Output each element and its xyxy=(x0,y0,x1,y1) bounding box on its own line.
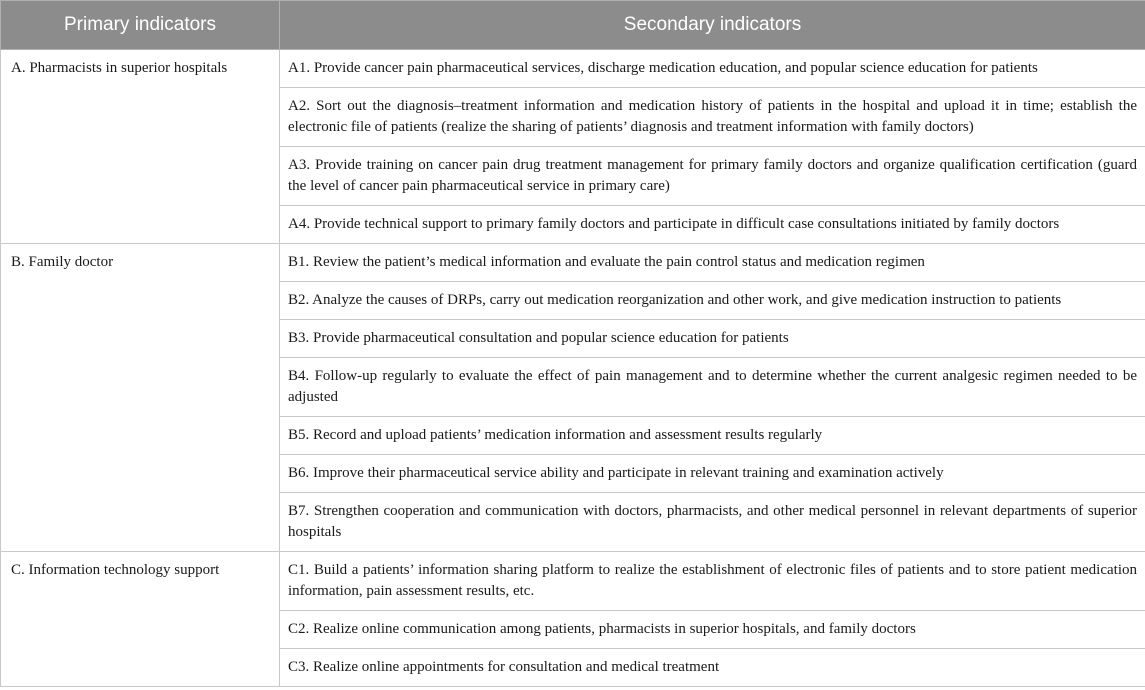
secondary-indicator-c3: C3. Realize online appointments for consultation and medical treatment xyxy=(280,649,1145,687)
table-row xyxy=(1,244,1145,282)
secondary-indicator-c2: C2. Realize online communication among patients, pharmacists in superior hospitals, and family doctors xyxy=(280,611,1145,649)
secondary-indicator-b7: B7. Strengthen cooperation and communication with doctors, pharmacists, and other medical personnel in relevant departments of superior hospitals xyxy=(280,493,1145,552)
secondary-indicator-c1: C1. Build a patients’ information sharing platform to realize the establishment of electronic files of patients and to store patient medication information, pain assessment results, etc. xyxy=(280,552,1145,611)
primary-indicator-a: A. Pharmacists in superior hospitals xyxy=(1,50,280,244)
table-row xyxy=(1,552,1145,611)
secondary-indicator-b2: B2. Analyze the causes of DRPs, carry out medication reorganization and other work, and give medication instruction to patients xyxy=(280,282,1145,320)
secondary-indicator-a4: A4. Provide technical support to primary family doctors and participate in difficult case consultations initiated by family doctors xyxy=(280,206,1145,244)
header-row xyxy=(1,1,1145,50)
primary-indicator-b: B. Family doctor xyxy=(1,244,280,552)
secondary-indicator-b1: B1. Review the patient’s medical information and evaluate the pain control status and medication regimen xyxy=(280,244,1145,282)
header-secondary: Secondary indicators xyxy=(280,1,1145,50)
secondary-indicator-b6: B6. Improve their pharmaceutical service ability and participate in relevant training and examination actively xyxy=(280,455,1145,493)
header-primary: Primary indicators xyxy=(1,1,280,50)
secondary-indicator-a3: A3. Provide training on cancer pain drug treatment management for primary family doctors and organize qualification certification (guard the level of cancer pain pharmaceutical service in primary care) xyxy=(280,147,1145,206)
primary-indicator-c: C. Information technology support xyxy=(1,552,280,687)
secondary-indicator-b4: B4. Follow-up regularly to evaluate the effect of pain management and to determine whether the current analgesic regimen needed to be adjusted xyxy=(280,358,1145,417)
secondary-indicator-b5: B5. Record and upload patients’ medication information and assessment results regularly xyxy=(280,417,1145,455)
table-row xyxy=(1,50,1145,88)
secondary-indicator-a2: A2. Sort out the diagnosis–treatment information and medication history of patients in the hospital and upload it in time; establish the electronic file of patients (realize the sharing of patients’ diagnosis and treatment information with family doctors) xyxy=(280,88,1145,147)
secondary-indicator-b3: B3. Provide pharmaceutical consultation and popular science education for patients xyxy=(280,320,1145,358)
secondary-indicator-a1: A1. Provide cancer pain pharmaceutical services, discharge medication education, and popular science education for patients xyxy=(280,50,1145,88)
